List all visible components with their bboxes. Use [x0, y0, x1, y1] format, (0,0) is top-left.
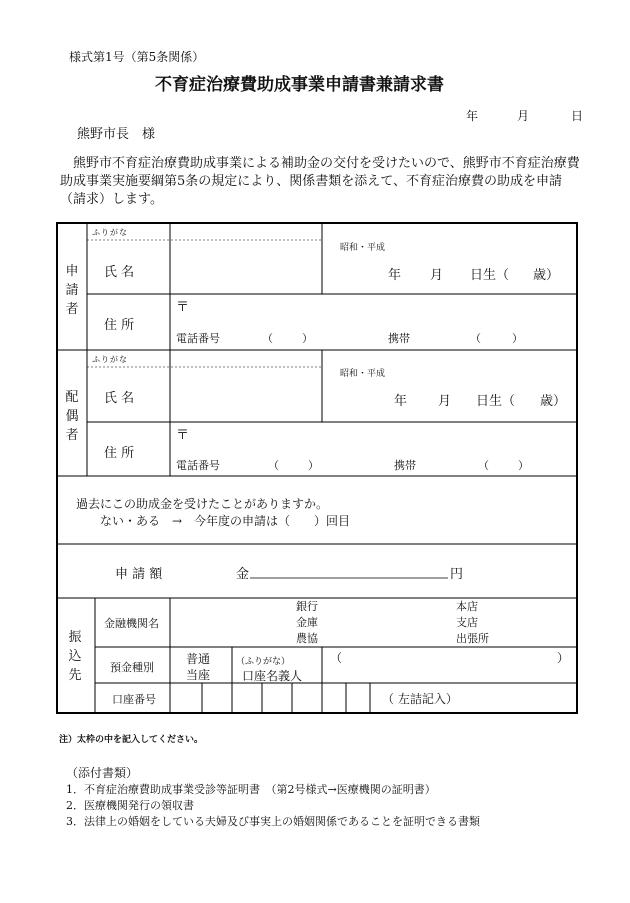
spouse-age-close: 歳）	[540, 394, 567, 409]
attachment-item: 1．不育症治療費助成事業受診等証明書 （第2号様式→医療機関の証明書）	[66, 783, 436, 796]
transfer-section-label: 振込先	[68, 630, 82, 683]
applicant-birth-year: 年	[388, 268, 402, 283]
holder-furigana-label: （ふりがな）	[236, 657, 291, 667]
spouse-furigana-label: ふりがな	[92, 355, 128, 364]
spouse-birth-month: 月	[438, 394, 452, 409]
branch-type-office: 出張所	[456, 632, 489, 645]
spouse-mobile-open: （	[478, 459, 489, 472]
form-number: 様式第1号（第5条関係）	[69, 50, 205, 64]
spouse-mobile-close: ）	[518, 459, 529, 472]
spouse-phone-label: 電話番号	[176, 459, 220, 472]
amount-input[interactable]	[252, 560, 446, 578]
fill-note: 注）太枠の中を記入してください。	[59, 735, 204, 745]
attachment-item: 3．法律上の婚姻をしている夫婦及び事実上の婚姻関係であることを証明できる書類	[66, 815, 480, 828]
addressee: 熊野市長 様	[77, 127, 156, 142]
account-holder-input[interactable]	[344, 650, 554, 680]
bank-type-shinkin: 金庫	[296, 616, 318, 629]
spouse-birth-day: 日生（	[476, 394, 516, 409]
spouse-section-label: 配偶者	[65, 390, 79, 443]
spouse-postal-mark: 〒	[176, 428, 190, 443]
deposit-type-current[interactable]: 当座	[186, 668, 211, 682]
spouse-phone-open: （	[268, 459, 279, 472]
spouse-phone-close: ）	[308, 459, 319, 472]
applicant-postal-mark: 〒	[176, 300, 190, 315]
account-number-note: （ 左詰記入）	[382, 692, 458, 706]
applicant-furigana-label: ふりがな	[92, 228, 128, 237]
bank-type-nokyo: 農協	[296, 632, 318, 645]
spouse-mobile-label: 携帯	[394, 459, 416, 472]
holder-paren-open: （	[330, 651, 343, 665]
spouse-name-input[interactable]	[172, 370, 320, 418]
applicant-phone-open: （	[262, 332, 273, 345]
applicant-name-label: 氏 名	[104, 265, 135, 280]
amount-unit: 円	[450, 567, 464, 582]
spouse-birth-year: 年	[394, 394, 408, 409]
amount-prefix: 金	[236, 567, 250, 582]
amount-label: 申 請 額	[115, 567, 163, 582]
account-number-input[interactable]	[172, 685, 368, 711]
branch-type-branch: 支店	[456, 616, 478, 629]
date-day-label: 日	[571, 109, 584, 123]
date-month-label: 月	[517, 109, 530, 123]
history-options[interactable]: ない・ある → 今年度の申請は（ ）回目	[100, 514, 351, 528]
bank-name-label: 金融機関名	[104, 617, 159, 630]
applicant-address-label: 住 所	[104, 318, 135, 333]
deposit-type-ordinary[interactable]: 普通	[186, 652, 211, 666]
applicant-birth-day: 日生（	[470, 268, 510, 283]
spouse-address-input[interactable]	[190, 425, 570, 453]
account-holder-label: 口座名義人	[242, 669, 303, 683]
bank-name-input[interactable]	[172, 600, 292, 644]
deposit-type-label: 預金種別	[110, 661, 154, 674]
applicant-phone-close: ）	[302, 332, 313, 345]
intro-text: 熊野市不育症治療費助成事業による補助金の交付を受けたいので、熊野市不育症治療費助成事業実施要綱第5条の規定により、関係書類を添えて、不育症治療費の助成を申請（請求）します。	[60, 156, 580, 207]
applicant-address-input[interactable]	[190, 297, 570, 325]
applicant-mobile-close: ）	[512, 332, 523, 345]
spouse-name-label: 氏 名	[104, 391, 135, 406]
applicant-birth-month: 月	[430, 268, 444, 283]
branch-type-main: 本店	[456, 600, 478, 613]
bank-type-bank: 銀行	[296, 600, 318, 613]
applicant-name-input[interactable]	[172, 243, 320, 291]
holder-paren-close: ）	[557, 651, 570, 665]
applicant-mobile-label: 携帯	[388, 332, 410, 345]
applicant-era-label: 昭和・平成	[340, 243, 386, 253]
spouse-era-label: 昭和・平成	[340, 369, 386, 379]
applicant-age-close: 歳）	[533, 268, 560, 283]
page-title: 不育症治療費助成事業申請書兼請求書	[155, 75, 444, 95]
history-question: 過去にこの助成金を受けたことがありますか。	[76, 497, 329, 511]
date-year-label: 年	[466, 109, 479, 123]
applicant-phone-label: 電話番号	[176, 332, 220, 345]
account-number-label: 口座番号	[112, 693, 156, 706]
applicant-section-label: 申請者	[65, 264, 79, 317]
attachment-item: 2．医療機関発行の領収書	[66, 799, 194, 812]
attachments-heading: （添付書類）	[66, 766, 139, 780]
spouse-address-label: 住 所	[104, 446, 135, 461]
branch-name-input[interactable]	[330, 600, 450, 644]
applicant-mobile-open: （	[470, 332, 481, 345]
